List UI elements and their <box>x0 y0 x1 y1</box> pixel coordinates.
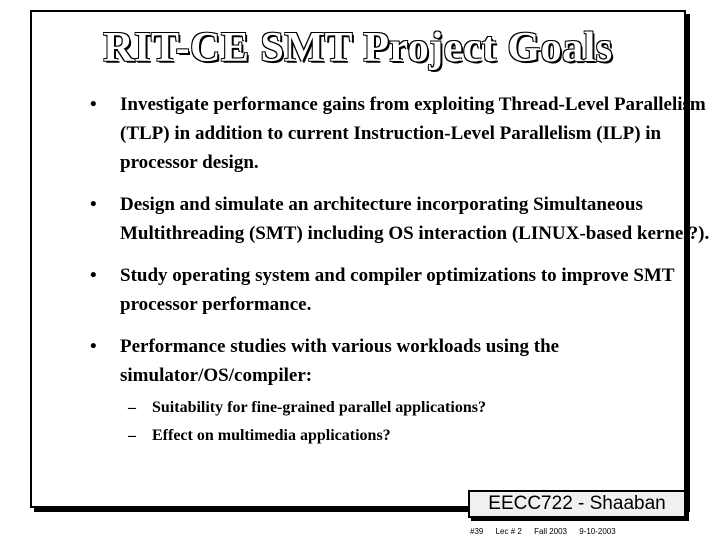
lecture-number: Lec # 2 <box>495 527 522 536</box>
sub-bullet-item: – Suitability for fine-grained parallel applications? <box>128 394 684 422</box>
bullet-item: • Design and simulate an architecture incorporating Simultaneous Multithreading (SMT) including OS interaction (LINUX-based kernel?). <box>90 190 720 248</box>
bullet-item: • Performance studies with various workloads using the simulator/OS/compiler: <box>90 332 720 390</box>
slide-title: RIT-CE SMT Project Goals <box>103 25 613 71</box>
slide-number: #39 <box>470 527 484 536</box>
date: 9-10-2003 <box>579 527 616 536</box>
sub-bullet-item: – Effect on multimedia applications? <box>128 422 684 450</box>
bullet-item: • Investigate performance gains from exploiting Thread-Level Parallelism (TLP) in addition to current Instruction-Level Parallelism (ILP) in processor design. <box>90 90 720 177</box>
course-label: EECC722 - Shaaban <box>468 490 686 518</box>
slide-footer-meta <box>470 527 710 537</box>
bullet-item: • Study operating system and compiler optimizations to improve SMT processor performance. <box>90 261 720 319</box>
slide-frame <box>30 10 710 508</box>
bullet-list <box>32 90 710 450</box>
term: Fall 2003 <box>534 527 567 536</box>
